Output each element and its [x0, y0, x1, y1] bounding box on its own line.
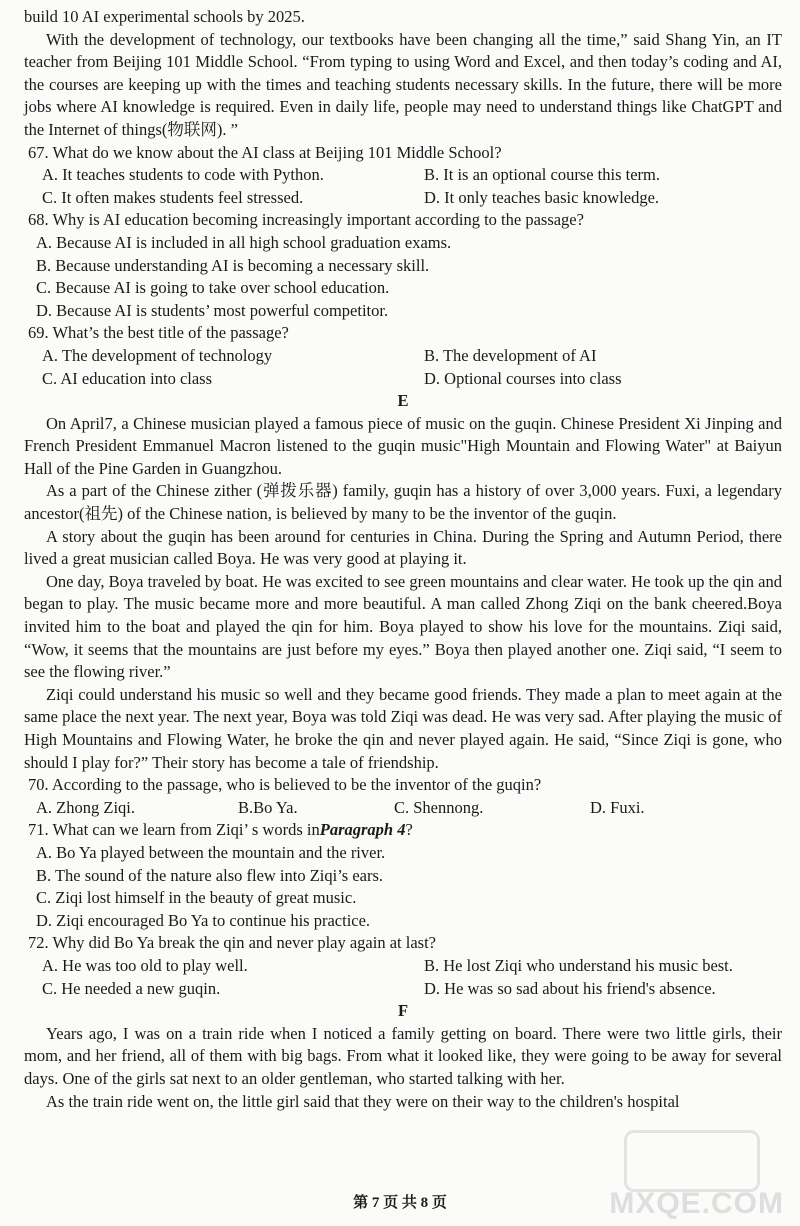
- option-70d[interactable]: D. Fuxi.: [590, 797, 645, 817]
- watermark-badge: [624, 1130, 760, 1192]
- watermark: [560, 1110, 790, 1220]
- option-72c[interactable]: C. He needed a new guqin.: [42, 978, 221, 998]
- section-e-heading: E: [397, 391, 409, 411]
- page-number: 第 7 页 共 8 页: [353, 1195, 447, 1211]
- option-70c[interactable]: C. Shennong.: [394, 797, 484, 817]
- passage-f-p1: Years ago, I was on a train ride when I noticed a family getting on board. There were two little girls, their mom, and her friend, all of them with big bags. From what it looked like, they were going to be away for several days. One of the girls sat next to an older gentleman, who started talking with her.: [24, 1023, 782, 1088]
- passage-f-p2: As the train ride went on, the little girl said that they were on their way to the children's hospital: [46, 1091, 680, 1111]
- question-72: 72. Why did Bo Ya break the qin and never play again at last?: [28, 933, 436, 953]
- option-70a[interactable]: A. Zhong Ziqi.: [36, 797, 135, 817]
- option-67d[interactable]: D. It only teaches basic knowledge.: [424, 187, 660, 207]
- option-69b[interactable]: B. The development of AI: [424, 345, 597, 365]
- option-67a[interactable]: A. It teaches students to code with Python.: [42, 165, 324, 185]
- question-71: [24, 819, 782, 842]
- option-71a[interactable]: A. Bo Ya played between the mountain and the river.: [36, 842, 386, 862]
- option-72b[interactable]: B. He lost Ziqi who understand his music best.: [424, 955, 733, 975]
- option-69c[interactable]: C. AI education into class: [42, 368, 213, 388]
- option-68c[interactable]: C. Because AI is going to take over school education.: [36, 278, 390, 298]
- option-68d[interactable]: D. Because AI is students’ most powerful competitor.: [36, 300, 389, 320]
- option-67b[interactable]: B. It is an optional course this term.: [424, 165, 661, 185]
- question-71-mark: ?: [405, 820, 413, 840]
- option-70b[interactable]: B.Bo Ya.: [238, 797, 298, 817]
- option-71c[interactable]: C. Ziqi lost himself in the beauty of great music.: [36, 888, 357, 908]
- option-69d[interactable]: D. Optional courses into class: [424, 368, 622, 388]
- question-68: 68. Why is AI education becoming increasingly important according to the passage?: [28, 210, 584, 230]
- question-69: 69. What’s the best title of the passage?: [28, 323, 289, 343]
- question-70: 70. According to the passage, who is believed to be the inventor of the guqin?: [28, 775, 542, 795]
- passage-e-p2: As a part of the Chinese zither (弹拨乐器) family, guqin has a history of over 3,000 years. Fuxi, a legendary ancestor(祖先) of the Chinese nation, is believed by many to be the inventor of the guqin.: [24, 481, 782, 524]
- passage-d-end: build 10 AI experimental schools by 2025.: [24, 7, 305, 26]
- option-68a[interactable]: A. Because AI is included in all high school graduation exams.: [36, 232, 452, 252]
- option-68b[interactable]: B. Because understanding AI is becoming a necessary skill.: [36, 255, 430, 275]
- question-71-options: [24, 842, 782, 932]
- option-72a[interactable]: A. He was too old to play well.: [42, 955, 248, 975]
- option-71b[interactable]: B. The sound of the nature also flew into Ziqi’s ears.: [36, 865, 384, 885]
- option-72d[interactable]: D. He was so sad about his friend's absence.: [424, 978, 716, 998]
- question-67-options: [24, 164, 782, 209]
- passage-e-p5: Ziqi could understand his music so well and they became good friends. They made a plan to meet again at the same place the next year. The next year, Boya was told Ziqi was dead. He was very sad. After playing the music of High Mountains and Flowing Water, he broke the qin and never played again. He said, “Since Ziqi is gone, who should I play for?” Their story has become a tale of friendship.: [24, 684, 782, 772]
- question-69-options: [24, 345, 782, 390]
- question-71-stem: 71. What can we learn from Ziqi’ s words in: [28, 820, 320, 840]
- passage-e-p1: On April7, a Chinese musician played a famous piece of music on the guqin. Chinese President Xi Jinping and French President Emmanuel Macron listened to the guqin music"High Mountain and Flowing Water" at Baiyun Hall of the Pine Garden in Guangzhou.: [24, 413, 782, 478]
- question-67: 67. What do we know about the AI class at Beijing 101 Middle School?: [28, 142, 502, 162]
- question-71-emphasis: Paragraph 4: [319, 820, 406, 840]
- passage-e-p4: One day, Boya traveled by boat. He was excited to see green mountains and clear water. He took up the qin and began to play. The music became more and more beautiful. A man called Zhong Ziqi on the bank cheered.Boya invited him to the boat and played the qin for him. Boya played to show his love for the mountains. Ziqi said, “Wow, it seems that the mountains are just before my eyes.” Boya then played another one. Ziqi said, “I seem to see the flowing river.”: [24, 571, 782, 682]
- question-72-options: [24, 955, 782, 1000]
- option-71d[interactable]: D. Ziqi encouraged Bo Ya to continue his practice.: [36, 910, 371, 930]
- question-68-options: [24, 232, 782, 322]
- watermark-url: MXQE.COM: [609, 1187, 784, 1221]
- passage-e-p3: A story about the guqin has been around for centuries in China. During the Spring and Autumn Period, there lived a great musician called Boya. He was very good at playing it.: [24, 526, 782, 569]
- passage-d-quote: With the development of technology, our textbooks have been changing all the time,” said Shang Yin, an IT teacher from Beijing 101 Middle School. “From typing to using Word and Excel, and then today’s coding and AI, the courses are keeping up with the times and teaching students necessary skills. In the future, there will be more jobs where AI knowledge is required. Even in daily life, people may need to understand things like ChatGPT and the Internet of things(物联网). ”: [24, 29, 782, 139]
- option-67c[interactable]: C. It often makes students feel stressed.: [42, 187, 304, 207]
- question-70-options: [24, 797, 782, 820]
- exam-page: [24, 6, 782, 1113]
- option-69a[interactable]: A. The development of technology: [42, 345, 273, 365]
- section-f-heading: F: [397, 1001, 409, 1021]
